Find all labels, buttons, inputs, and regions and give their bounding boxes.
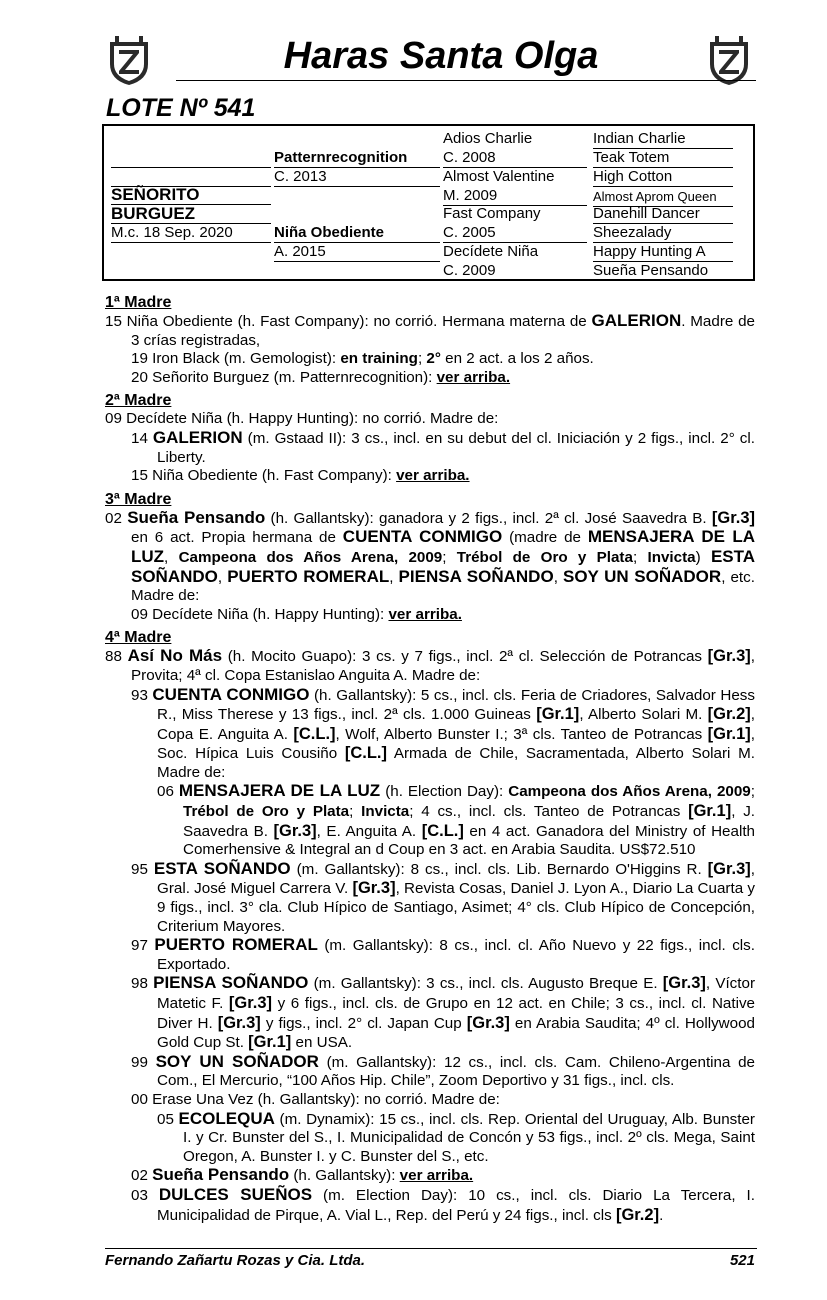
text: 09 Decídete Niña (h. Happy Hunting):	[131, 605, 389, 623]
paragraph: 09 Decídete Niña (h. Happy Hunting): no corrió. Madre de:	[105, 410, 499, 428]
horse-name: MENSAJERA DE LA LUZ	[178, 781, 381, 801]
pedigree-g3: Fast Company	[443, 205, 541, 222]
paragraph	[105, 1053, 755, 1091]
pedigree-dam-year: A. 2015	[274, 243, 440, 262]
paragraph	[105, 1166, 755, 1186]
text-bold: Campeona dos Años Arena, 2009	[178, 548, 443, 566]
grade-tag: [Gr.3]	[711, 508, 756, 527]
text: (m. Gstaad II): 3 cs., incl. en su debut del cl. Iniciación y 2 figs., incl. 2° cl. Liberty.	[157, 429, 755, 466]
text: (h. Election Day):	[380, 783, 509, 801]
text-bold: 2°	[426, 350, 441, 368]
text: 15 Niña Obediente (h. Fast Company):	[131, 467, 397, 485]
text: en USA.	[291, 1034, 353, 1052]
pedigree-spacer	[111, 130, 271, 148]
paragraph	[105, 606, 755, 625]
text: (m. Gallantsky): 8 cs., incl. cls. Lib. Bernardo O'Higgins R.	[290, 860, 708, 878]
text: , J. Saavedra B.	[183, 803, 756, 840]
pedigree-horse-birth: M.c. 18 Sep. 2020	[111, 224, 271, 243]
text: (m. Gallantsky): 12 cs., incl. cls. Cam. Chileno-Argentina de Com., El Mercurio, “100 Años Hip. Chile”, Zoom Deportivo y 31 figs., incl. cls.	[157, 1053, 755, 1090]
horse-name: ESTA SOÑANDO	[131, 546, 756, 586]
text: 99	[131, 1053, 156, 1071]
pedigree-rule	[111, 149, 271, 168]
text: . Madre de 3 crías registradas,	[131, 313, 755, 349]
text: y figs., incl. 2° cl. Japan Cup	[260, 1014, 467, 1032]
pedigree-g3-year: C. 2005	[443, 224, 587, 243]
text-bold: Invicta	[647, 548, 696, 566]
pedigree-g3: Almost Valentine	[443, 168, 555, 185]
text: 20 Señorito Burguez (m. Patternrecognition):	[131, 368, 437, 386]
paragraph	[105, 860, 755, 936]
text: ;	[349, 803, 362, 821]
section-heading: 4ª Madre	[105, 629, 172, 647]
text: (m. Gallantsky): 8 cs., incl. cl. Año Nuevo y 22 figs., incl. cls. Exportado.	[157, 937, 755, 973]
horse-name: CUENTA CONMIGO	[342, 527, 503, 547]
text: (m. Dynamix): 15 cs., incl. cls. Rep. Oriental del Uruguay, Alb. Bunster I. y Cr. Bunster del S., I. Municipalidad de Concón y 53 figs., incl. 2º cls. Mega, Saint Oregon, A. Bunster I. y C. Bunster del S., etc.	[183, 1110, 755, 1165]
text: 98	[131, 975, 154, 993]
text: (h. Gallantsky):	[289, 1167, 400, 1185]
pedigree-g4: Sueña Pensando	[593, 262, 733, 281]
grade-tag: [Gr.1]	[248, 1033, 292, 1052]
text: (madre de	[502, 529, 588, 547]
third-dam-section	[105, 490, 755, 625]
text: 14	[131, 429, 153, 447]
text: ;	[417, 350, 427, 368]
paragraph	[105, 782, 755, 859]
family-text	[105, 293, 755, 1225]
pedigree-sire-year: C. 2013	[274, 168, 440, 187]
paragraph	[105, 350, 755, 369]
cross-reference: ver arriba.	[396, 467, 470, 485]
horse-name: PIENSA SOÑANDO	[398, 566, 554, 586]
grade-tag: [C.L.]	[293, 724, 336, 743]
text-bold: Invicta	[361, 803, 410, 821]
pedigree-g3-year: C. 2009	[443, 262, 587, 281]
footer-rule	[105, 1248, 757, 1249]
paragraph	[105, 312, 755, 350]
cross-reference: ver arriba.	[388, 605, 462, 623]
horse-name: SOY UN SOÑADOR	[562, 566, 722, 586]
horse-name: ECOLEQUA	[178, 1108, 275, 1128]
pedigree-g4: Sheezalady	[593, 224, 733, 243]
second-dam-section	[105, 391, 755, 485]
footer-publisher: Fernando Zañartu Rozas y Cia. Ltda.	[105, 1252, 366, 1269]
paragraph	[105, 1110, 755, 1167]
paragraph	[105, 974, 755, 1052]
horse-name: PUERTO ROMERAL	[154, 935, 318, 955]
cross-reference: ver arriba.	[399, 1167, 474, 1185]
text: (h. Gallantsky): 5 cs., incl. cls. Feria de Criadores, Salvador Hess R., Miss Therese y 13 figs., incl. 2ª cls. 1.000 Guineas	[157, 686, 755, 724]
text: 05	[157, 1110, 179, 1128]
stud-logo-icon	[706, 34, 752, 86]
stud-logo-icon	[106, 34, 152, 86]
text: en 6 act. Propia hermana de	[131, 529, 343, 547]
paragraph	[105, 429, 755, 467]
text: )	[695, 548, 711, 566]
first-dam-section	[105, 293, 755, 387]
horse-name: SOY UN SOÑADOR	[155, 1051, 319, 1071]
paragraph	[105, 686, 755, 783]
text: en 2 act. a los 2 años.	[440, 350, 594, 368]
grade-tag: [Gr.2]	[615, 1205, 660, 1224]
text: 97	[131, 937, 155, 955]
text: ;	[442, 548, 457, 566]
text: 93	[131, 686, 153, 704]
text: (m. Election Day): 10 cs., incl. cls. Diario La Tercera, I. Municipalidad de Pirque, A. Vial L., Rep. del Perú y 24 figs., incl. cls	[157, 1186, 755, 1224]
pedigree-g3-year: C. 2008	[443, 149, 587, 168]
horse-name: ESTA SOÑANDO	[153, 858, 291, 878]
pedigree-g4: Teak Totem	[593, 149, 733, 168]
horse-name: MENSAJERA DE LA LUZ	[131, 527, 755, 566]
text: 02	[105, 509, 128, 527]
grade-tag: [Gr.1]	[536, 705, 580, 724]
horse-name: GALERION	[591, 311, 682, 330]
text: Armada de Chile, Sacramentada, Alberto Solari M. Madre de:	[157, 745, 755, 781]
grade-tag: [Gr.3]	[466, 1013, 510, 1032]
text: ;	[750, 783, 755, 801]
horse-name: Sueña Pensando	[152, 1165, 290, 1185]
text: 88	[105, 648, 128, 666]
text: 15 Niña Obediente (h. Fast Company): no corrió. Hermana materna de	[105, 313, 592, 330]
paragraph: 00 Erase Una Vez (h. Gallantsky): no corrió. Madre de:	[131, 1090, 500, 1108]
horse-name: GALERION	[152, 427, 243, 447]
text: ; 4 cs., incl. cls. Tanteo de Potrancas	[409, 803, 689, 821]
text: 19 Iron Black (m. Gemologist):	[131, 350, 341, 368]
grade-tag: [Gr.3]	[217, 1013, 261, 1032]
text: , etc. Madre de:	[131, 568, 755, 605]
text: , Revista Cosas, Daniel J. Lyon A., Diario La Cuarta y 9 figs., incl. 3° cla. Club Hípico de Santiago, Asimet; 4° cls. Club Hípico de Concepción, Criterium Mayores.	[157, 880, 755, 935]
text: , Gral. José Miguel Carrera V.	[157, 860, 756, 898]
text: en 4 act. Ganadora del Ministry of Health Comerhensive & Integral an d Coup en 3 act. en Arabia Saudita. US$72.510	[183, 822, 755, 859]
pedigree-g3: Decídete Niña	[443, 243, 539, 260]
pedigree-horse-name: SEÑORITO	[111, 186, 271, 205]
text: 95	[131, 860, 154, 878]
text: ;	[632, 548, 648, 566]
grade-tag: [Gr.3]	[662, 974, 706, 993]
text: , Wolf, Alberto Bunster I.; 3ª cls. Tanteo de Potrancas	[335, 725, 708, 743]
section-heading: 1ª Madre	[105, 294, 172, 311]
grade-tag: [Gr.1]	[707, 724, 751, 743]
grade-tag: [Gr.2]	[707, 705, 751, 724]
pedigree-g4: High Cotton	[593, 168, 733, 187]
text: , E. Anguita A.	[316, 822, 422, 840]
grade-tag: [Gr.3]	[273, 821, 317, 840]
grade-tag: [Gr.3]	[352, 879, 396, 898]
text: ,	[389, 568, 399, 586]
pedigree-horse-name: BURGUEZ	[111, 205, 271, 224]
paragraph	[105, 936, 755, 974]
grade-tag: [C.L.]	[421, 821, 464, 840]
pedigree-g4: Danehill Dancer	[593, 205, 733, 224]
grade-tag: [C.L.]	[344, 744, 387, 763]
text: ,	[164, 548, 179, 566]
horse-name: PUERTO ROMERAL	[227, 566, 390, 586]
text: en Arabia Saudita; 4º cl. Hollywood Gold Cup St.	[157, 1014, 755, 1052]
section-heading: 3ª Madre	[105, 490, 172, 508]
text: ,	[217, 568, 228, 586]
paragraph	[105, 1186, 755, 1225]
lot-number: LOTE Nº 541	[106, 94, 256, 122]
text-bold: Trébol de Oro y Plata	[183, 803, 350, 821]
grade-tag: [Gr.3]	[707, 647, 751, 666]
text-bold: Trébol de Oro y Plata	[456, 548, 633, 566]
horse-name: Sueña Pensando	[127, 507, 266, 527]
pedigree-g4: Almost Aprom Queen	[593, 188, 733, 207]
text: 02	[131, 1167, 153, 1185]
horse-name: PIENSA SOÑANDO	[153, 973, 309, 993]
pedigree-g3: Adios Charlie	[443, 130, 533, 147]
grade-tag: [Gr.3]	[707, 859, 751, 878]
text: , Víctor Matetic F.	[157, 975, 755, 1012]
text: , Copa E. Anguita A.	[157, 706, 755, 743]
section-heading: 2ª Madre	[105, 392, 172, 410]
text: (m. Gallantsky): 3 cs., incl. cls. Augusto Breque E.	[308, 975, 663, 993]
pedigree-rule	[111, 262, 271, 281]
text: y 6 figs., incl. cls. de Grupo en 12 act. en Chile; 3 cs., incl. cl. Native Diver H.	[157, 995, 756, 1032]
text: ,	[553, 568, 563, 586]
paragraph	[105, 647, 755, 685]
page-number: 521	[729, 1252, 755, 1269]
grade-tag: [Gr.3]	[228, 994, 273, 1012]
fourth-dam-section	[105, 628, 755, 1225]
pedigree-g4: Indian Charlie	[593, 130, 733, 149]
pedigree-g3-year: M. 2009	[443, 187, 587, 206]
paragraph	[105, 467, 755, 486]
pedigree-g4: Happy Hunting A	[593, 243, 733, 262]
text: 03	[131, 1186, 159, 1204]
text: (h. Mocito Guapo): 3 cs. y 7 figs., incl. 2ª cl. Selección de Potrancas	[222, 648, 708, 666]
text-bold: Campeona dos Años Arena, 2009	[508, 783, 751, 801]
grade-tag: [Gr.1]	[688, 802, 732, 821]
cross-reference: ver arriba.	[436, 368, 511, 386]
text: , Provita; 4ª cl. Copa Estanislao Anguita A. Madre de:	[131, 648, 755, 684]
paragraph	[105, 509, 755, 606]
horse-name: DULCES SUEÑOS	[158, 1184, 313, 1204]
text: (h. Gallantsky): ganadora y 2 figs., incl. 2ª cl. José Saavedra B.	[265, 509, 712, 527]
text: 06	[157, 783, 179, 801]
page-title: Haras Santa Olga	[283, 35, 599, 77]
horse-name: Así No Más	[127, 646, 223, 666]
horse-name: CUENTA CONMIGO	[152, 684, 310, 704]
pedigree-sire: Patternrecognition	[274, 149, 440, 168]
pedigree-table	[102, 124, 755, 281]
text-bold: en training	[340, 350, 418, 368]
page-header	[0, 0, 827, 90]
paragraph	[105, 369, 755, 388]
text: , Soc. Hípica Luis Cousiño	[157, 725, 756, 763]
pedigree-dam: Niña Obediente	[274, 224, 440, 243]
header-rule	[176, 80, 756, 81]
text: , Alberto Solari M.	[579, 706, 708, 724]
text: .	[659, 1206, 664, 1224]
